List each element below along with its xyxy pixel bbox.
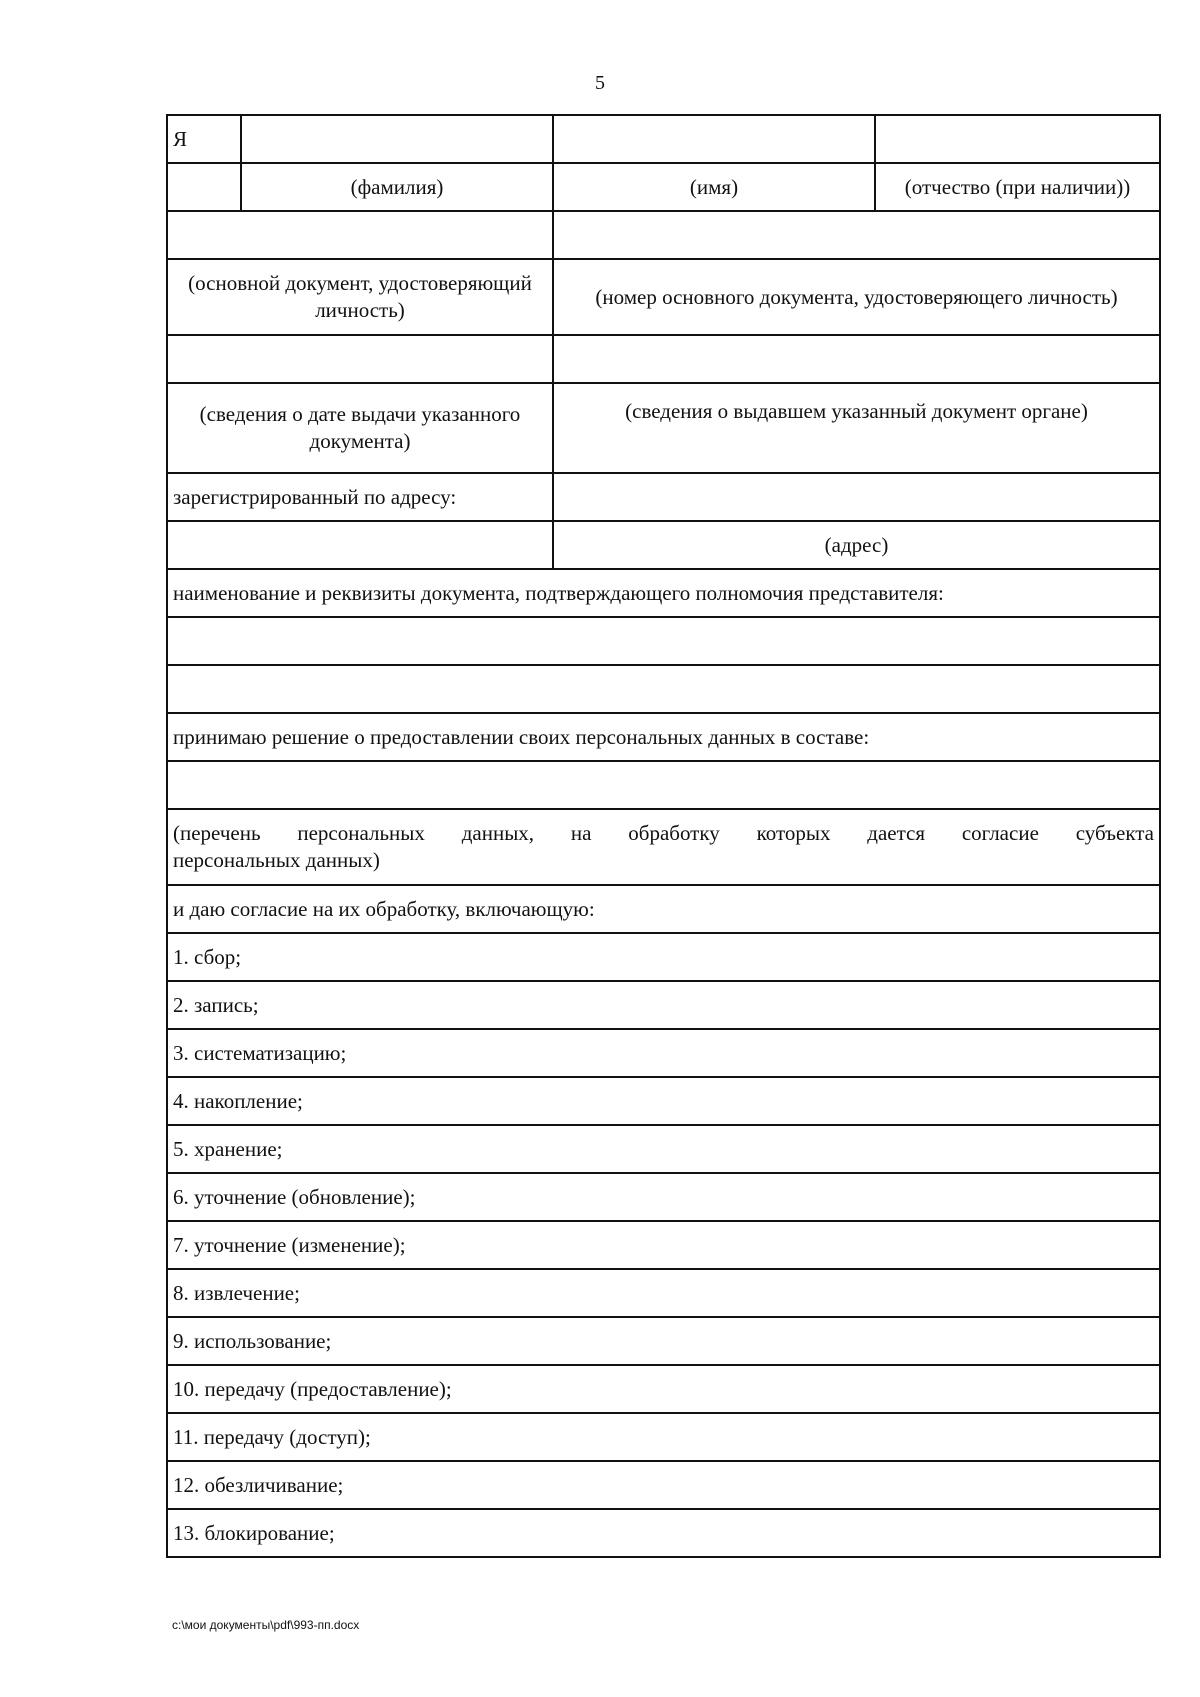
action-item: 13. блокирование; <box>167 1509 1160 1557</box>
representative-doc-line-1 <box>167 617 1160 665</box>
action-row <box>167 1221 1160 1269</box>
consent-label-row <box>167 885 1160 933</box>
patronymic-field[interactable] <box>875 115 1160 163</box>
name-caption-row <box>167 163 1160 211</box>
address-caption-row <box>167 521 1160 569</box>
consent-label: и даю согласие на их обработку, включающую: <box>167 885 1160 933</box>
action-item: 5. хранение; <box>167 1125 1160 1173</box>
action-item: 4. накопление; <box>167 1077 1160 1125</box>
surname-field[interactable] <box>241 115 553 163</box>
issue-caption-row <box>167 383 1160 473</box>
action-row <box>167 1509 1160 1557</box>
representative-doc-field-2[interactable] <box>167 665 1160 713</box>
action-item: 9. использование; <box>167 1317 1160 1365</box>
action-row <box>167 1269 1160 1317</box>
name-caption: (имя) <box>553 163 875 211</box>
issuer-field[interactable] <box>553 335 1160 383</box>
surname-caption: (фамилия) <box>241 163 553 211</box>
id-doc-caption: (основной документ, удостоверяющий личность) <box>167 259 553 335</box>
action-row <box>167 1173 1160 1221</box>
action-row <box>167 1029 1160 1077</box>
issue-date-caption: (сведения о дате выдачи указанного документа) <box>167 383 553 473</box>
pd-list-caption-row <box>167 809 1160 885</box>
pd-list-field[interactable] <box>167 761 1160 809</box>
registration-row <box>167 473 1160 521</box>
page-number: 5 <box>595 72 605 94</box>
consent-form-table <box>166 114 1161 1558</box>
pd-list-caption <box>167 809 1160 885</box>
ya-label: Я <box>167 115 241 163</box>
action-row <box>167 1317 1160 1365</box>
action-item: 8. извлечение; <box>167 1269 1160 1317</box>
action-item: 1. сбор; <box>167 933 1160 981</box>
representative-doc-line-2 <box>167 665 1160 713</box>
pd-list-caption-line-1: (перечень персональных данных, на обработку которых дается согласие субъекта <box>173 821 1154 845</box>
action-row <box>167 1077 1160 1125</box>
action-item: 3. систематизацию; <box>167 1029 1160 1077</box>
action-row <box>167 981 1160 1029</box>
representative-doc-label-row <box>167 569 1160 617</box>
representative-doc-label: наименование и реквизиты документа, подтверждающего полномочия представителя: <box>167 569 1160 617</box>
action-item: 2. запись; <box>167 981 1160 1029</box>
id-number-field[interactable] <box>553 211 1160 259</box>
action-item: 6. уточнение (обновление); <box>167 1173 1160 1221</box>
issuer-caption: (сведения о выдавшем указанный документ органе) <box>553 383 1160 473</box>
pd-list-caption-line-2: персональных данных) <box>173 848 380 872</box>
id-doc-caption-row <box>167 259 1160 335</box>
action-row <box>167 1413 1160 1461</box>
action-row <box>167 1365 1160 1413</box>
id-doc-field[interactable] <box>167 211 553 259</box>
decision-label-row <box>167 713 1160 761</box>
address-field[interactable] <box>553 473 1160 521</box>
action-row <box>167 933 1160 981</box>
representative-doc-field-1[interactable] <box>167 617 1160 665</box>
issue-input-row <box>167 335 1160 383</box>
footer-file-path: c:\мои документы\pdf\993-пп.docx <box>172 1618 360 1632</box>
action-item: 11. передачу (доступ); <box>167 1413 1160 1461</box>
action-item: 10. передачу (предоставление); <box>167 1365 1160 1413</box>
name-input-row <box>167 115 1160 163</box>
action-row <box>167 1461 1160 1509</box>
address-caption: (адрес) <box>553 521 1160 569</box>
decision-label: принимаю решение о предоставлении своих персональных данных в составе: <box>167 713 1160 761</box>
id-doc-input-row <box>167 211 1160 259</box>
registered-label: зарегистрированный по адресу: <box>167 473 553 521</box>
issue-date-field[interactable] <box>167 335 553 383</box>
id-number-caption: (номер основного документа, удостоверяющего личность) <box>553 259 1160 335</box>
patronymic-caption: (отчество (при наличии)) <box>875 163 1160 211</box>
action-item: 12. обезличивание; <box>167 1461 1160 1509</box>
action-item: 7. уточнение (изменение); <box>167 1221 1160 1269</box>
action-row <box>167 1125 1160 1173</box>
name-field[interactable] <box>553 115 875 163</box>
pd-list-input-row <box>167 761 1160 809</box>
